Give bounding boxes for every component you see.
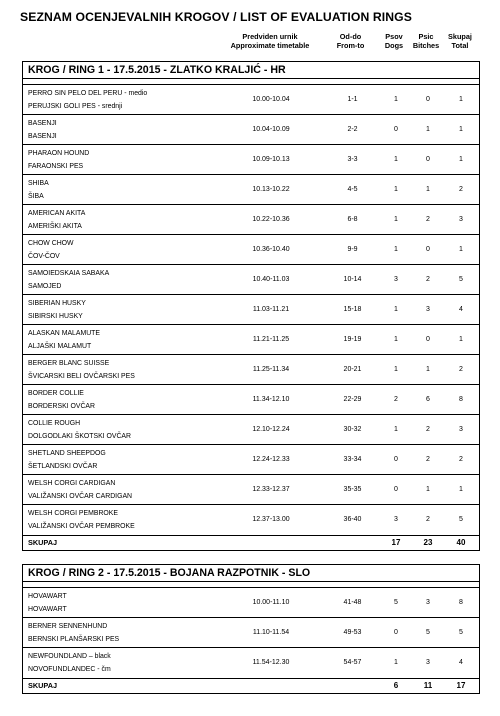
total-count: 8 (459, 396, 463, 403)
breed-name-slovene: HOVAWART (28, 606, 67, 613)
header-timetable-en: Approximate timetable (230, 41, 310, 50)
total-count: 1 (459, 246, 463, 253)
breed-name-original: HOVAWART (28, 593, 67, 600)
breed-name-original: SHIBA (28, 180, 49, 187)
summary-label: SKUPAJ (28, 681, 58, 690)
total-count: 1 (459, 336, 463, 343)
breed-name-slovene: ŠIBA (28, 193, 44, 200)
breed-row (23, 618, 479, 648)
total-count: 3 (459, 216, 463, 223)
breed-name-original: BERNER SENNENHUND (28, 623, 108, 630)
breed-name-slovene: BERNSKI PLANŠARSKI PES (28, 636, 120, 643)
breed-row (23, 175, 479, 205)
timetable-cell: 12.33-12.37 (252, 486, 290, 493)
timetable-cell: 11.21-11.25 (252, 336, 290, 343)
header-from-to-en: From-to (336, 41, 365, 50)
breed-name-slovene: BORDERSKI OVČAR (28, 403, 96, 410)
timetable-cell: 11.03-11.21 (252, 306, 290, 313)
dogs-count: 1 (394, 216, 398, 223)
total-count: 4 (459, 306, 463, 313)
dogs-count: 1 (394, 186, 398, 193)
from-to-cell: 15-18 (343, 306, 362, 313)
breed-name-original: AMERICAN AKITA (28, 210, 86, 217)
bitches-count: 3 (426, 599, 430, 606)
from-to-cell: 41-48 (343, 599, 362, 606)
ring-summary-row (23, 678, 479, 693)
breed-name-slovene: SAMOJED (28, 283, 62, 290)
breed-row (23, 265, 479, 295)
dogs-count: 1 (394, 96, 398, 103)
summary-dogs: 17 (391, 538, 401, 547)
bitches-count: 0 (426, 246, 430, 253)
breed-name-original: WELSH CORGI CARDIGAN (28, 480, 116, 487)
timetable-cell: 10.22-10.36 (252, 216, 290, 223)
breed-name-original: SHETLAND SHEEPDOG (28, 450, 106, 457)
breed-name-slovene: ŠETLANDSKI OVČAR (28, 463, 98, 470)
from-to-cell: 33-34 (343, 456, 362, 463)
total-count: 3 (459, 426, 463, 433)
total-count: 1 (459, 486, 463, 493)
timetable-cell: 10.09-10.13 (252, 156, 290, 163)
timetable-cell: 10.00-10.04 (252, 96, 290, 103)
from-to-cell: 10-14 (343, 276, 362, 283)
ring-title: KROG / RING 2 - 17.5.2015 - BOJANA RAZPOTNIK - SLO (23, 565, 479, 582)
timetable-cell: 11.54-12.30 (252, 659, 290, 666)
summary-total: 17 (456, 681, 466, 690)
breed-name-original: PHARAON HOUND (28, 150, 90, 157)
timetable-cell: 11.10-11.54 (252, 629, 290, 636)
timetable-cell: 11.25-11.34 (252, 366, 290, 373)
dogs-count: 0 (394, 486, 398, 493)
from-to-cell: 22-29 (343, 396, 362, 403)
breed-name-original: PERRO SIN PELO DEL PERU - medio (28, 90, 148, 97)
breed-name-slovene: BASENJI (28, 133, 57, 140)
bitches-count: 5 (426, 629, 430, 636)
from-to-cell: 6-8 (347, 216, 358, 223)
bitches-count: 1 (426, 126, 430, 133)
from-to-cell: 2-2 (347, 126, 358, 133)
bitches-count: 0 (426, 156, 430, 163)
breed-name-original: ALASKAN MALAMUTE (28, 330, 100, 337)
header-total (443, 32, 477, 50)
breed-row (23, 588, 479, 618)
breed-name-original: SIBERIAN HUSKY (28, 300, 86, 307)
from-to-cell: 4-5 (347, 186, 358, 193)
page-title: SEZNAM OCENJEVALNIH KROGOV / LIST OF EVALUATION RINGS (20, 10, 412, 24)
bitches-count: 2 (426, 426, 430, 433)
breed-row (23, 505, 479, 535)
bitches-count: 1 (426, 486, 430, 493)
breed-name-slovene: VALIŽANSKI OVČAR PEMBROKE (28, 523, 135, 530)
header-timetable (225, 32, 315, 50)
breed-name-slovene: ALJAŠKI MALAMUT (28, 343, 92, 350)
total-count: 1 (459, 156, 463, 163)
dogs-count: 0 (394, 456, 398, 463)
timetable-cell: 10.36-10.40 (252, 246, 290, 253)
breed-name-original: BORDER COLLIE (28, 390, 84, 397)
breed-name-slovene: ŠVICARSKI BELI OVČARSKI PES (28, 373, 135, 380)
total-count: 8 (459, 599, 463, 606)
dogs-count: 1 (394, 366, 398, 373)
dogs-count: 1 (394, 306, 398, 313)
total-count: 5 (459, 629, 463, 636)
dogs-count: 3 (394, 276, 398, 283)
dogs-count: 1 (394, 336, 398, 343)
timetable-cell: 12.37-13.00 (252, 516, 290, 523)
dogs-count: 0 (394, 629, 398, 636)
breed-row (23, 385, 479, 415)
breed-row (23, 235, 479, 265)
dogs-count: 3 (394, 516, 398, 523)
header-timetable-si: Predviden urnik (242, 32, 298, 41)
total-count: 5 (459, 276, 463, 283)
breed-name-original: NEWFOUNDLAND – black (28, 653, 111, 660)
timetable-cell: 10.40-11.03 (252, 276, 290, 283)
bitches-count: 2 (426, 216, 430, 223)
bitches-count: 2 (426, 516, 430, 523)
breed-name-original: BERGER BLANC SUISSE (28, 360, 110, 367)
breed-row (23, 85, 479, 115)
header-dogs-si: Psov (385, 32, 403, 41)
breed-row (23, 355, 479, 385)
header-dogs-en: Dogs (384, 41, 404, 50)
bitches-count: 3 (426, 659, 430, 666)
header-from-to (323, 32, 378, 50)
ring-summary-row (23, 535, 479, 550)
timetable-cell: 11.34-12.10 (252, 396, 290, 403)
breed-row (23, 295, 479, 325)
bitches-count: 1 (426, 366, 430, 373)
dogs-count: 2 (394, 396, 398, 403)
from-to-cell: 30-32 (343, 426, 362, 433)
ring-1-table (22, 61, 480, 551)
header-dogs (379, 32, 409, 50)
summary-bitches: 23 (423, 538, 433, 547)
total-count: 2 (459, 186, 463, 193)
dogs-count: 0 (394, 126, 398, 133)
timetable-cell: 10.13-10.22 (252, 186, 290, 193)
bitches-count: 1 (426, 186, 430, 193)
dogs-count: 1 (394, 246, 398, 253)
breed-row (23, 325, 479, 355)
breed-name-slovene: AMERIŠKI AKITA (28, 223, 82, 230)
ring-2-table (22, 564, 480, 694)
breed-row (23, 145, 479, 175)
breed-name-original: WELSH CORGI PEMBROKE (28, 510, 118, 517)
bitches-count: 3 (426, 306, 430, 313)
from-to-cell: 1-1 (347, 96, 358, 103)
breed-name-slovene: ČOV-ČOV (28, 253, 60, 260)
header-bitches-si: Psic (418, 32, 434, 41)
total-count: 1 (459, 126, 463, 133)
header-from-to-si: Od-do (339, 32, 362, 41)
from-to-cell: 19-19 (343, 336, 362, 343)
header-total-en: Total (451, 41, 469, 50)
from-to-cell: 20-21 (343, 366, 362, 373)
total-count: 2 (459, 366, 463, 373)
breed-name-original: COLLIE ROUGH (28, 420, 81, 427)
from-to-cell: 9-9 (347, 246, 358, 253)
timetable-cell: 12.10-12.24 (252, 426, 290, 433)
from-to-cell: 3-3 (347, 156, 358, 163)
breed-name-slovene: VALIŽANSKI OVČAR CARDIGAN (28, 493, 133, 500)
from-to-cell: 36-40 (343, 516, 362, 523)
summary-total: 40 (456, 538, 466, 547)
total-count: 4 (459, 659, 463, 666)
total-count: 2 (459, 456, 463, 463)
total-count: 5 (459, 516, 463, 523)
breed-name-slovene: PERUJSKI GOLI PES - srednji (28, 103, 123, 110)
breed-row (23, 475, 479, 505)
bitches-count: 6 (426, 396, 430, 403)
breed-row (23, 445, 479, 475)
dogs-count: 1 (394, 659, 398, 666)
breed-name-original: BASENJI (28, 120, 57, 127)
timetable-cell: 10.00-11.10 (252, 599, 290, 606)
breed-row (23, 115, 479, 145)
dogs-count: 5 (394, 599, 398, 606)
from-to-cell: 54-57 (343, 659, 362, 666)
header-bitches (410, 32, 442, 50)
bitches-count: 2 (426, 456, 430, 463)
header-total-si: Skupaj (448, 32, 472, 41)
breed-name-original: CHOW CHOW (28, 240, 74, 247)
breed-name-slovene: FARAONSKI PES (28, 163, 84, 170)
summary-dogs: 6 (393, 681, 399, 690)
summary-bitches: 11 (423, 681, 433, 690)
timetable-cell: 10.04-10.09 (252, 126, 290, 133)
summary-label: SKUPAJ (28, 538, 58, 547)
from-to-cell: 35-35 (343, 486, 362, 493)
breed-row (23, 648, 479, 678)
breed-name-slovene: SIBIRSKI HUSKY (28, 313, 83, 320)
bitches-count: 0 (426, 96, 430, 103)
dogs-count: 1 (394, 426, 398, 433)
dogs-count: 1 (394, 156, 398, 163)
ring-title: KROG / RING 1 - 17.5.2015 - ZLATKO KRALJIĆ - HR (23, 62, 479, 79)
breed-name-original: SAMOIEDSKAIA SABAKA (28, 270, 110, 277)
breed-row (23, 205, 479, 235)
bitches-count: 0 (426, 336, 430, 343)
breed-name-slovene: DOLGODLAKI ŠKOTSKI OVČAR (28, 433, 132, 440)
breed-row (23, 415, 479, 445)
from-to-cell: 49-53 (343, 629, 362, 636)
total-count: 1 (459, 96, 463, 103)
timetable-cell: 12.24-12.33 (252, 456, 290, 463)
bitches-count: 2 (426, 276, 430, 283)
header-bitches-en: Bitches (412, 41, 440, 50)
breed-name-slovene: NOVOFUNDLANDEC - čm (28, 666, 111, 673)
